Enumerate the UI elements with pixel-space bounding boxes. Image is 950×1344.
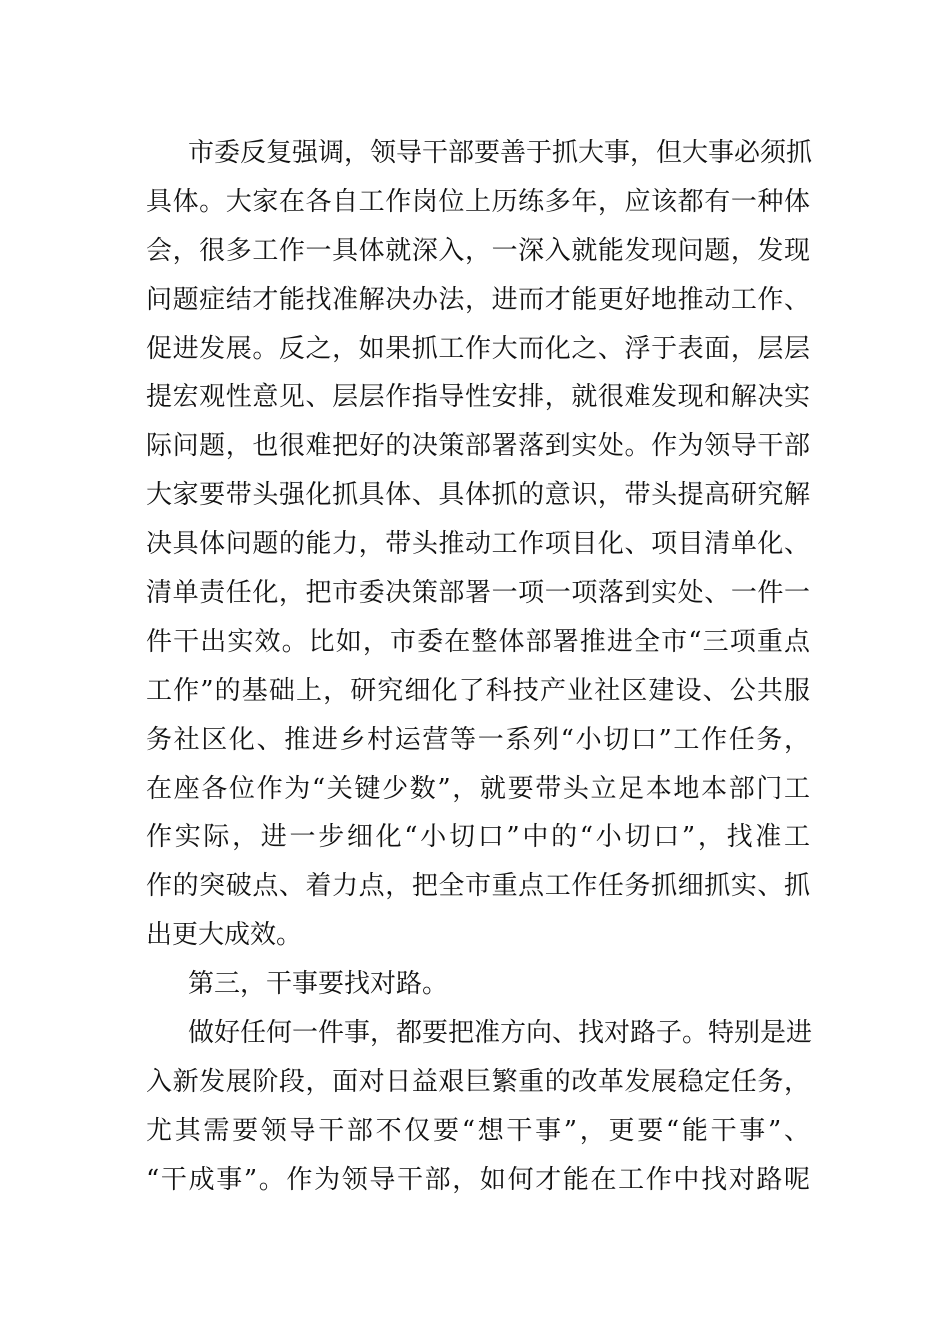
text-line: 决具体问题的能力，带头推动工作项目化、项目清单化、 (146, 529, 810, 560)
text-line: 市委反复强调，领导干部要善于抓大事，但大事必须抓 (188, 138, 813, 168)
text-line: 件干出实效。比如，市委在整体部署推进全市“三项重点 (146, 626, 810, 657)
text-line: 务社区化、推进乡村运营等一系列“小切口”工作任务， (146, 724, 810, 755)
text-line: 出更大成效。 (146, 920, 303, 951)
text-line: 问题症结才能找准解决办法，进而才能更好地推动工作、 (146, 284, 810, 315)
text-line: 作实际，进一步细化“小切口”中的“小切口”，找准工 (146, 822, 810, 853)
text-line: 尤其需要领导干部不仅要“想干事”，更要“能干事”、 (146, 1115, 810, 1146)
text-line: 会，很多工作一具体就深入，一深入就能发现问题，发现 (146, 235, 810, 266)
text-line: “干成事”。作为领导干部，如何才能在工作中找对路呢 (146, 1164, 810, 1195)
text-line: 具体。大家在各自工作岗位上历练多年，应该都有一种体 (146, 186, 810, 217)
text-line: 促进发展。反之，如果抓工作大而化之、浮于表面，层层 (146, 333, 810, 364)
text-line: 际问题，也很难把好的决策部署落到实处。作为领导干部 (146, 431, 810, 462)
section-heading: 第三，干事要找对路。 (188, 969, 449, 1000)
text-line: 清单责任化，把市委决策部署一项一项落到实处、一件一 (146, 578, 810, 609)
text-line: 大家要带头强化抓具体、具体抓的意识，带头提高研究解 (146, 480, 810, 511)
body-text (146, 129, 813, 1205)
text-line: 提宏观性意见、层层作指导性安排，就很难发现和解决实 (146, 382, 810, 413)
text-line: 工作”的基础上，研究细化了科技产业社区建设、公共服 (146, 675, 810, 706)
text-line: 入新发展阶段，面对日益艰巨繁重的改革发展稳定任务， (146, 1066, 810, 1097)
text-line: 在座各位作为“关键少数”，就要带头立足本地本部门工 (146, 773, 810, 804)
text-line: 作的突破点、着力点，把全市重点工作任务抓细抓实、抓 (146, 871, 810, 902)
text-line: 做好任何一件事，都要把准方向、找对路子。特别是进 (188, 1018, 813, 1049)
